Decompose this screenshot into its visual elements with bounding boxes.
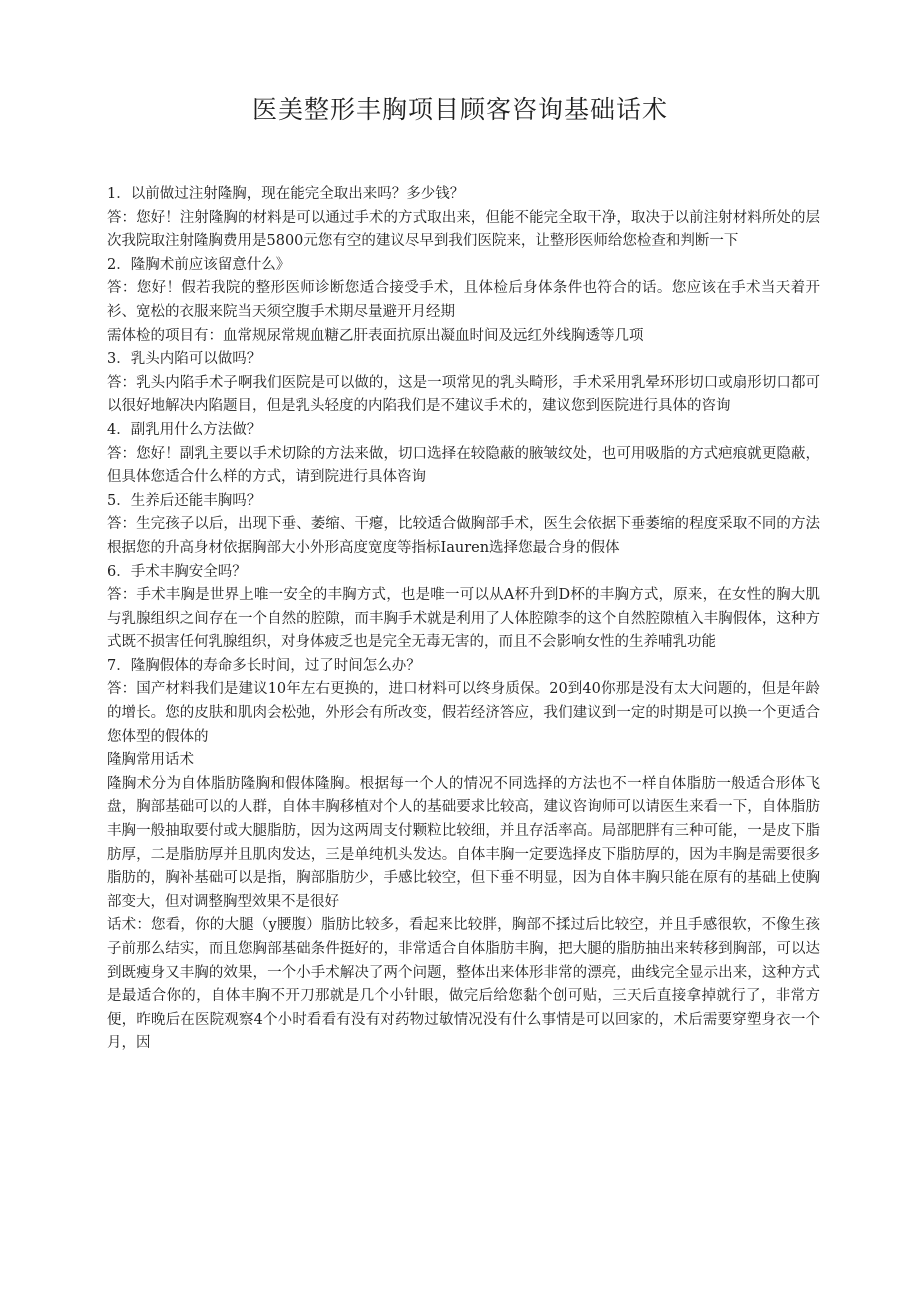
section-heading: 隆胸常用话术 [107, 752, 194, 769]
answer-7: 答：国产材料我们是建议10年左右更换的，进口材料可以终身质保。20到40你那是没有太大问题的，但是年龄的增长。您的皮肤和肌肉会松弛，外形会有所改变，假若经济答应，我们建议到一定的时期是可以换一个更适合您体型的假体的 [107, 681, 820, 745]
section-body: 隆胸术分为自体脂肪隆胸和假体隆胸。根据每一个人的情况不同选择的方法也不一样自体脂肪一般适合形体飞盘，胸部基础可以的人群，自体丰胸移植对个人的基础要求比较高，建议咨询师可以请医生来看一下，自体脂肪丰胸一般抽取要付或大腿脂肪，因为这两周支付颗粒比较细，并且存活率高。局部肥胖有三种可能，一是皮下脂肪厚，二是脂肪厚并且肌肉发达，三是单纯机头发达。自体丰胸一定要选择皮下脂肪厚的，因为丰胸是需要很多脂肪的，胸补基础可以是指，胸部脂肪少，手感比较空，但下垂不明显，因为自体丰胸只能在原有的基础上使胸部变大，但对调整胸型效果不是很好 [107, 775, 820, 910]
script-paragraph: 话术：您看，你的大腿（y腰腹）脂肪比较多，看起来比较胖，胸部不揉过后比较空，并且手感很软，不像生孩子前那么结实，而且您胸部基础条件挺好的，非常适合自体脂肪丰胸，把大腿的脂肪抽出来转移到胸部，可以达到既瘦身又丰胸的效果，一个小手术解决了两个问题，整体出来体形非常的漂亮，曲线完全显示出来，这种方式是最适合你的，自体丰胸不开刀那就是几个小针眼，做完后给您黏个创可贴，三天后直接拿掉就行了，非常方便，昨晚后在医院观察4个小时看看有没有对药物过敏情况没有什么事情是可以回家的，术后需要穿塑身衣一个月，因 [107, 917, 820, 1052]
question-4: 4．副乳用什么方法做？ [107, 421, 262, 438]
question-3: 3．乳头内陷可以做吗？ [107, 351, 262, 368]
answer-1: 答：您好！注射隆胸的材料是可以通过手术的方式取出来，但能不能完全取干净，取决于以前注射材料所处的层次我院取注射隆胸费用是5800元您有空的建议尽早到我们医院来，让整形医师给您检查和判断一下 [107, 209, 820, 250]
question-7: 7．隆胸假体的寿命多长时间，过了时间怎么办？ [107, 657, 421, 674]
answer-3: 答：乳头内陷手术子啊我们医院是可以做的，这是一项常见的乳头畸形，手术采用乳晕环形切口或扇形切口都可以很好地解决内陷题目，但是乳头轻度的内陷我们是不建议手术的，建议您到医院进行具体的咨询 [107, 374, 820, 415]
question-6: 6．手术丰胸安全吗？ [107, 563, 247, 580]
question-2: 2．隆胸术前应该留意什么》 [107, 256, 291, 273]
answer-5: 答：生完孩子以后，出现下垂、萎缩、干瘪，比较适合做胸部手术，医生会依据下垂萎缩的程度采取不同的方法根据您的升高身材依据胸部大小外形高度宽度等指标Iauren选择您最合身的假体 [107, 516, 820, 556]
answer-4: 答：您好！副乳主要以手术切除的方法来做，切口选择在较隐蔽的腋皱纹处，也可用吸脂的方式疤痕就更隐蔽，但具体您适合什么样的方式，请到院进行具体咨询 [107, 445, 820, 486]
question-1: 1．以前做过注射隆胸，现在能完全取出来吗？多少钱？ [107, 186, 465, 202]
answer-6: 答：手术丰胸是世界上唯一安全的丰胸方式，也是唯一可以从A杯升到D杯的丰胸方式，原来，在女性的胸大肌与乳腺组织之间存在一个自然的腔隙，而丰胸手术就是利用了人体腔隙李的这个自然腔隙植入丰胸假体，这种方式既不损害任何乳腺组织，对身体疲乏也是完全无毒无害的，而且不会影响女性的生养哺乳功能 [107, 587, 820, 651]
document-body [107, 183, 820, 1056]
answer-2-checkup-items: 需体检的项目有：血常规尿常规血糖乙肝表面抗原出凝血时间及远红外线胸透等几项 [107, 327, 644, 344]
answer-2: 答：您好！假若我院的整形医师诊断您适合接受手术，且体检后身体条件也符合的话。您应该在手术当天着开衫、宽松的衣服来院当天须空腹手术期尽量避开月经期 [107, 280, 820, 320]
document-title: 医美整形丰胸项目顾客咨询基础话术 [251, 95, 668, 124]
question-5: 5．生养后还能丰胸吗？ [107, 492, 262, 509]
